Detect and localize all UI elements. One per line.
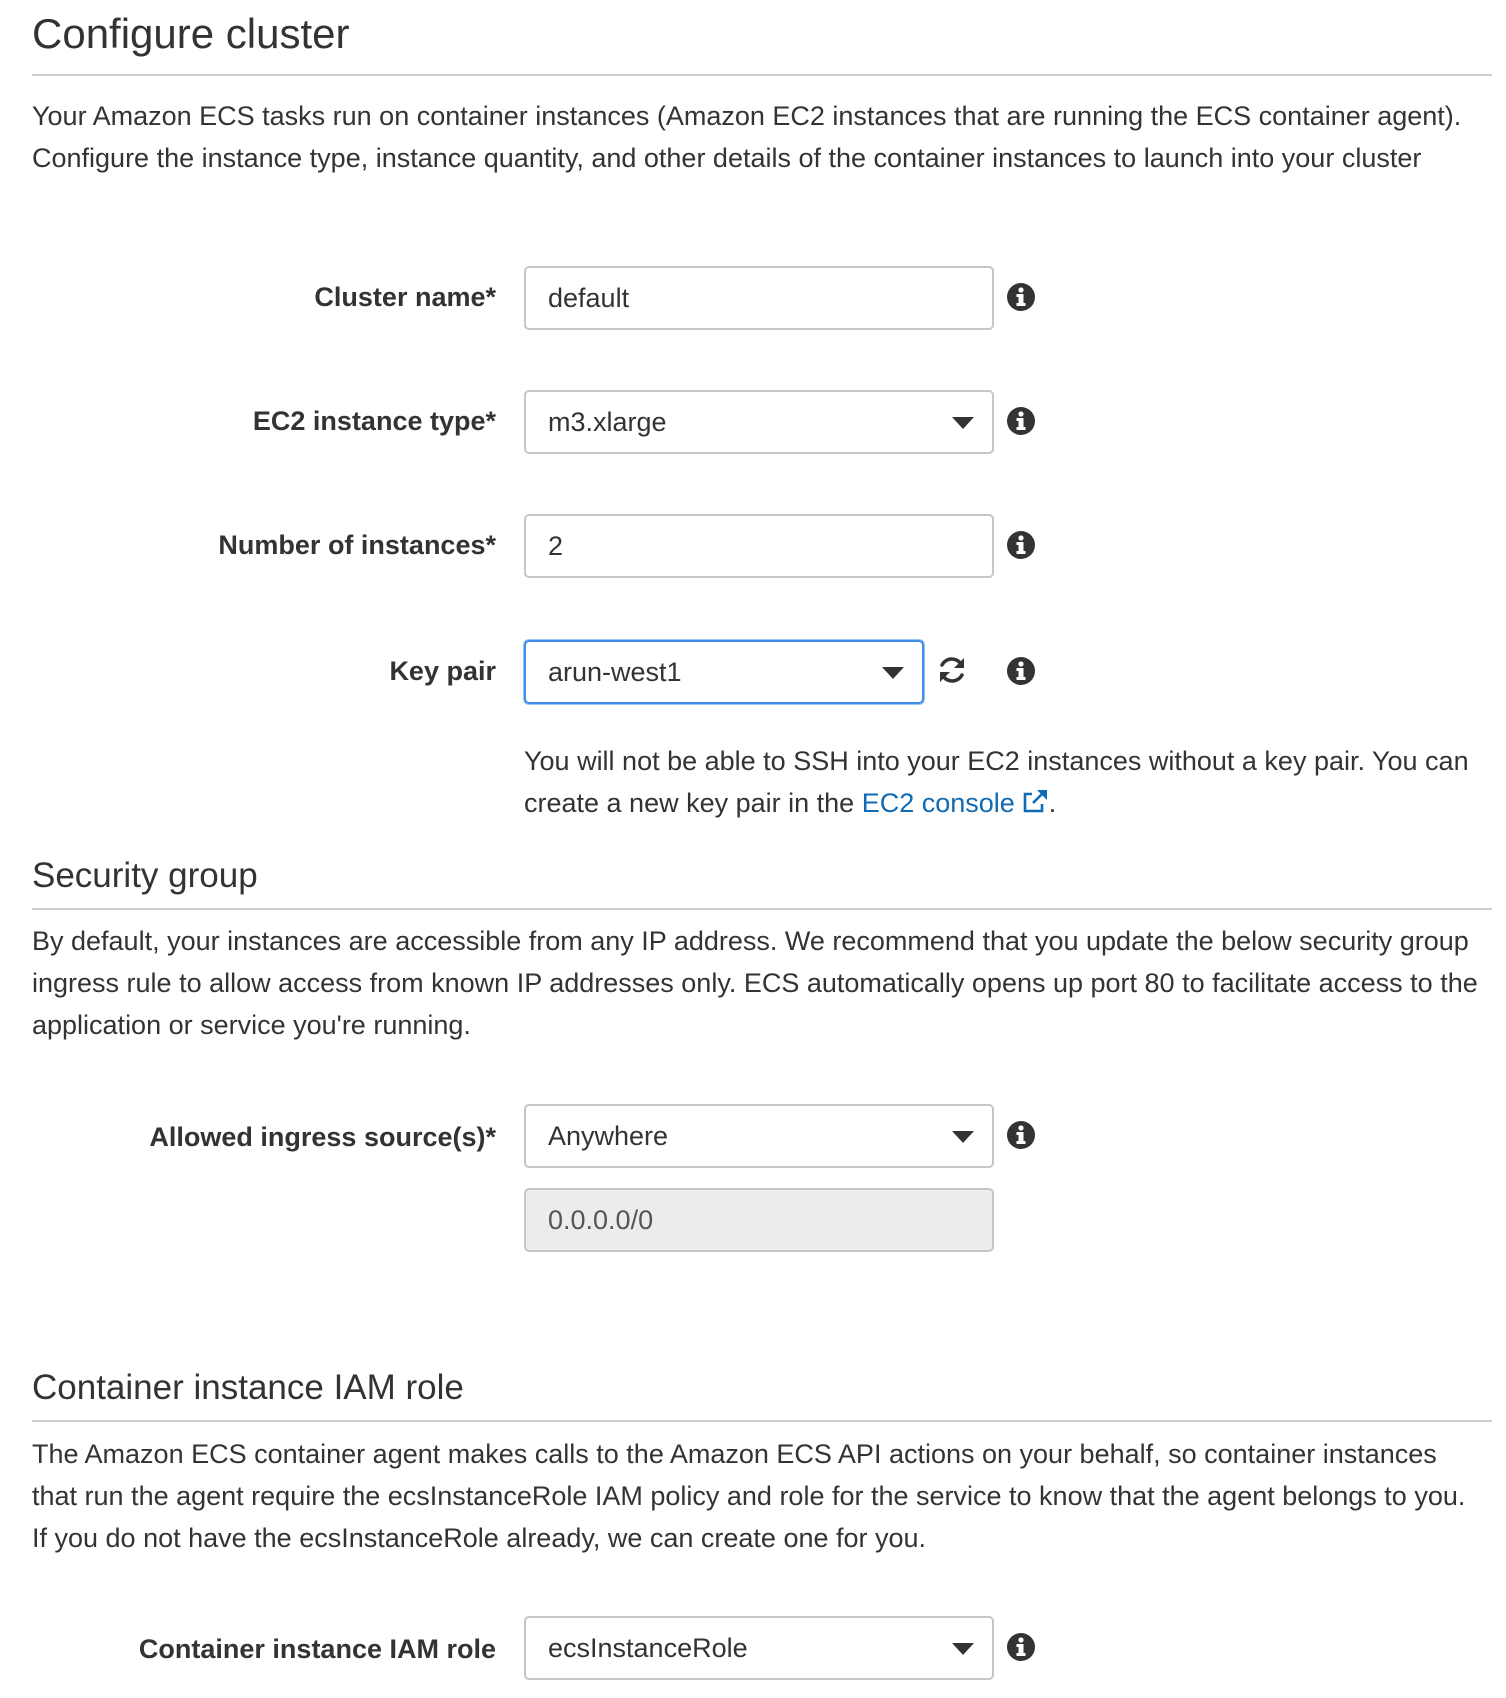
info-icon[interactable] xyxy=(1006,282,1036,312)
instance-type-select[interactable] xyxy=(524,390,994,454)
info-icon[interactable] xyxy=(1006,1120,1036,1150)
key-pair-note-text: You will not be able to SSH into your EC2 instances without a key pair. You can create a new key pair in the xyxy=(524,746,1469,818)
key-pair-note-suffix: . xyxy=(1048,788,1057,818)
ingress-cidr-input: 0.0.0.0/0 xyxy=(524,1188,994,1252)
instance-type-label: EC2 instance type* xyxy=(252,406,496,436)
info-icon[interactable] xyxy=(1006,406,1036,436)
cluster-name-input[interactable]: default xyxy=(524,266,994,330)
iam-description: The Amazon ECS container agent makes calls to the Amazon ECS API actions on your behalf, so container instances that run the agent require the ecsInstanceRole IAM policy and role for the service to know that the agent belongs to you. If you do not have the ecsInstanceRole already, we can create one for you. xyxy=(32,1439,1466,1553)
ingress-value: Anywhere xyxy=(548,1121,669,1151)
external-link-icon xyxy=(1021,789,1049,815)
info-icon[interactable] xyxy=(1006,1632,1036,1662)
chevron-down-icon xyxy=(882,667,904,679)
chevron-down-icon xyxy=(952,1643,974,1655)
iam-role-select[interactable] xyxy=(524,1616,994,1680)
ingress-label: Allowed ingress source(s)* xyxy=(149,1122,496,1152)
cluster-name-label: Cluster name* xyxy=(314,282,496,312)
chevron-down-icon xyxy=(952,1131,974,1143)
page-title: Configure cluster xyxy=(32,10,350,57)
num-instances-input[interactable]: 2 xyxy=(524,514,994,578)
iam-title: Container instance IAM role xyxy=(32,1368,464,1407)
title-divider xyxy=(32,74,1492,76)
key-pair-select[interactable] xyxy=(524,640,924,704)
instance-type-value: m3.xlarge xyxy=(548,407,667,437)
iam-role-label: Container instance IAM role xyxy=(138,1634,496,1664)
chevron-down-icon xyxy=(952,417,974,429)
info-icon[interactable] xyxy=(1006,656,1036,686)
key-pair-value: arun-west1 xyxy=(548,657,682,687)
ec2-console-link[interactable]: EC2 console xyxy=(862,788,1049,818)
key-pair-note xyxy=(524,740,1494,824)
key-pair-label: Key pair xyxy=(389,656,496,686)
iam-role-value: ecsInstanceRole xyxy=(548,1633,748,1663)
num-instances-label: Number of instances* xyxy=(218,530,496,560)
iam-divider xyxy=(32,1420,1492,1422)
security-group-divider xyxy=(32,908,1492,910)
refresh-icon[interactable] xyxy=(936,654,968,686)
info-icon[interactable] xyxy=(1006,530,1036,560)
security-group-title: Security group xyxy=(32,856,258,895)
page-description: Your Amazon ECS tasks run on container instances (Amazon EC2 instances that are running the ECS container agent). Configure the instance type, instance quantity, and other details of the container instances to launch into your cluster xyxy=(32,101,1462,173)
ingress-select[interactable] xyxy=(524,1104,994,1168)
security-group-description: By default, your instances are accessible from any IP address. We recommend that you update the below security group ingress rule to allow access from known IP addresses only. ECS automatically opens up port 80 to facilitate access to the application or service you're running. xyxy=(32,926,1478,1040)
